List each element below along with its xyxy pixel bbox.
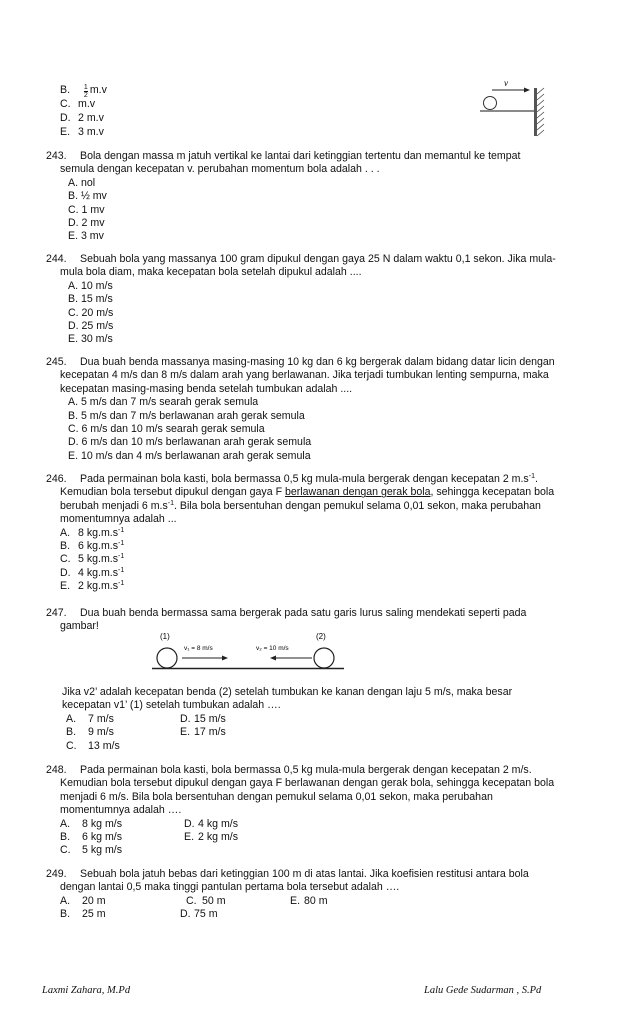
superscript: -1 — [118, 540, 125, 548]
option-letter: C. — [60, 553, 71, 566]
option-text: 2 kg m/s — [198, 831, 239, 844]
velocity-arrowhead — [524, 88, 530, 93]
question-line: momentumnya adalah ... — [60, 513, 177, 526]
option-letter: A. — [66, 712, 77, 725]
option-d — [60, 567, 605, 580]
question-line: momentumnya adalah …. — [60, 804, 182, 817]
text-segment: Kemudian bola tersebut dipukul dengan gaya F — [60, 486, 285, 499]
superscript: -1 — [118, 580, 125, 588]
question-number: 249. — [46, 868, 67, 880]
option-text: 5 kg m/s — [82, 844, 123, 857]
option-letter: D. — [180, 908, 191, 921]
body-1-label: (1) — [160, 632, 170, 641]
option-letter: D. — [184, 817, 195, 830]
option-letter: B. — [66, 726, 77, 739]
option-letter: A. — [60, 894, 71, 907]
ball — [484, 97, 497, 110]
text-segment: . Bila bola bersentuhan dengan pemukul selama 0,01 sekon, maka perubahan — [174, 499, 541, 512]
option-text: 7 m/s — [88, 712, 114, 725]
fraction-denominator: 2 — [83, 92, 88, 99]
option-e — [180, 726, 226, 739]
collision-figure — [148, 630, 348, 672]
option-a — [66, 713, 114, 726]
question-text — [46, 473, 605, 486]
question-line: semula dengan kecepatan v. perubahan momentum bola adalah . . . — [60, 163, 380, 176]
option-d — [180, 713, 226, 726]
option-letter: E. — [184, 831, 195, 844]
question-line — [60, 486, 605, 499]
superscript: -1 — [118, 526, 125, 534]
option-c: C. 6 m/s dan 10 m/s searah gerak semula — [68, 423, 265, 436]
option-text: 3 m.v — [78, 126, 104, 138]
option-e: E. 30 m/s — [68, 333, 113, 346]
question-text — [46, 356, 605, 369]
option-a — [60, 527, 605, 540]
question-line: mula bola diam, maka kecepatan bola setelah dipukul adalah .... — [60, 266, 362, 279]
option-b — [60, 908, 106, 921]
question-247-continued — [60, 686, 605, 753]
option-e — [290, 895, 328, 908]
question-number: 247. — [46, 607, 67, 619]
option-letter: C. — [60, 98, 71, 110]
punctuation: . — [534, 473, 538, 485]
option-letter: E. — [290, 894, 301, 907]
footer-left-author: Laxmi Zahara, M.Pd — [42, 985, 131, 996]
velocity-label: v — [504, 78, 508, 88]
option-letter: A. — [60, 526, 71, 539]
option-c: C. 1 mv — [68, 203, 105, 216]
option-b: B. 5 m/s dan 7 m/s berlawanan arah gerak semula — [68, 409, 305, 422]
option-b — [60, 540, 605, 553]
underlined-phrase: berlawanan dengan gerak bola — [284, 486, 431, 499]
question-line: Pada permainan bola kasti, bola bermassa 0,5 kg mula-mula bergerak dengan kecepatan 2 m/s. — [80, 764, 532, 776]
question-number: 245. — [46, 356, 67, 368]
option-text: 6 kg.m.s — [78, 540, 119, 553]
question-line: Pada permainan bola kasti, bola bermassa 0,5 kg mula-mula bergerak dengan kecepatan 2 m.s — [80, 473, 529, 485]
option-letter: E. — [60, 580, 71, 593]
option-text: 80 m — [304, 894, 328, 907]
option-c: C. 20 m/s — [68, 306, 114, 319]
ball-2 — [314, 648, 334, 668]
option-text: 20 m — [82, 894, 106, 907]
option-letter: E. — [180, 726, 191, 739]
fraction-half — [84, 84, 88, 99]
superscript: -1 — [528, 473, 535, 480]
option-letter: A. — [60, 817, 71, 830]
option-letter: C. — [186, 894, 197, 907]
option-b: B. 15 m/s — [68, 293, 113, 306]
question-line: Kemudian bola tersebut dipukul dengan gaya F berlawanan dengan gerak bola, sehingga kecepatan bola — [60, 777, 555, 790]
option-text: 25 m — [82, 908, 106, 921]
top-option-b — [60, 84, 107, 99]
option-b: B. ½ mv — [68, 190, 107, 203]
question-text — [46, 253, 605, 266]
option-letter: B. — [60, 540, 71, 553]
body-2-label: (2) — [316, 632, 326, 641]
ball-wall-figure — [478, 72, 558, 140]
option-text: 17 m/s — [194, 726, 226, 739]
option-text: 13 m/s — [88, 739, 120, 752]
question-246 — [46, 473, 605, 594]
option-text: 8 kg m/s — [82, 817, 123, 830]
superscript: -1 — [118, 566, 125, 574]
option-letter: D. — [60, 112, 71, 124]
option-e — [184, 831, 238, 844]
question-line: Dua buah benda bermassa sama bergerak pada satu garis lurus saling mendekati seperti pada — [80, 607, 527, 619]
option-letter: D. — [60, 566, 71, 579]
option-text: 15 m/s — [194, 712, 226, 725]
option-c — [60, 844, 122, 857]
fraction-numerator: 1 — [83, 84, 88, 91]
option-a — [60, 818, 122, 831]
wall-hatching — [537, 88, 544, 136]
option-letter: C. — [66, 739, 77, 752]
option-letter: B. — [60, 84, 71, 96]
option-a — [60, 895, 106, 908]
option-e: E. 3 mv — [68, 230, 104, 243]
option-a: A. 10 m/s — [68, 279, 113, 292]
wall — [534, 88, 537, 136]
top-option-d — [60, 112, 104, 124]
question-line: kecepatan 4 m/s dan 8 m/s dalam arah yang berlawanan. Jika terjadi tumbukan lenting sempurna, maka — [60, 369, 549, 382]
question-text — [46, 607, 605, 620]
ball-1 — [157, 648, 177, 668]
question-number: 244. — [46, 253, 67, 265]
option-text: 5 kg.m.s — [78, 553, 119, 566]
question-text — [46, 764, 605, 777]
option-text: 4 kg.m.s — [78, 566, 119, 579]
question-line: Dua buah benda massanya masing-masing 10 kg dan 6 kg bergerak dalam bidang datar licin dengan — [80, 356, 555, 368]
question-number: 246. — [46, 473, 67, 485]
option-b — [60, 831, 122, 844]
option-text: m.v — [89, 84, 107, 96]
option-letter: D. — [180, 712, 191, 725]
question-text — [46, 150, 605, 163]
superscript: -1 — [167, 499, 174, 507]
question-243 — [46, 150, 605, 244]
option-c — [186, 895, 226, 908]
option-e: E. 10 m/s dan 4 m/s berlawanan arah gerak semula — [68, 449, 311, 462]
question-line: kecepatan v1’ (1) setelah tumbukan adalah …. — [62, 699, 281, 712]
question-249 — [46, 868, 605, 923]
option-letter: B. — [60, 831, 71, 844]
option-c — [60, 553, 605, 566]
option-a: A. 5 m/s dan 7 m/s searah gerak semula — [68, 396, 259, 409]
question-244 — [46, 253, 605, 347]
option-text: m.v — [78, 98, 96, 110]
footer-right-author: Lalu Gede Sudarman , S.Pd — [424, 985, 542, 996]
question-line: gambar! — [60, 620, 99, 633]
question-line: dengan lantai 0,5 maka tinggi pantulan pertama bola tersebut adalah …. — [60, 881, 400, 894]
v1-label: v₁ = 8 m/s — [184, 645, 213, 652]
top-option-e — [60, 126, 104, 138]
option-d: D. 6 m/s dan 10 m/s berlawanan arah gerak semula — [68, 436, 312, 449]
question-245 — [46, 356, 605, 463]
question-line: Bola dengan massa m jatuh vertikal ke lantai dari ketinggian tertentu dan memantul ke tempat — [80, 150, 521, 162]
option-text: 4 kg m/s — [198, 817, 239, 830]
top-option-c — [60, 98, 95, 110]
option-text: 75 m — [194, 908, 218, 921]
option-c — [66, 740, 120, 753]
option-letter: E. — [60, 126, 71, 138]
question-text — [46, 868, 605, 881]
question-number: 248. — [46, 764, 67, 776]
v1-arrowhead — [222, 656, 228, 661]
option-a: A. nol — [68, 176, 96, 189]
option-text: 8 kg.m.s — [78, 526, 119, 539]
question-248 — [46, 764, 605, 858]
v2-arrowhead — [270, 656, 276, 661]
question-line: Sebuah bola yang massanya 100 gram dipukul dengan gaya 25 N dalam waktu 0,1 sekon. Jika mula- — [80, 253, 556, 265]
text-segment: berubah menjadi 6 m.s — [60, 499, 168, 512]
option-text: 2 m.v — [78, 112, 104, 124]
option-text: 6 kg m/s — [82, 831, 123, 844]
question-line: kecepatan masing-masing benda setelah tumbukan adalah .... — [60, 382, 353, 395]
v2-label: v₂ = 10 m/s — [256, 645, 289, 652]
option-letter: C. — [60, 844, 71, 857]
question-line: menjadi 6 m/s. Bila bola bersentuhan dengan pemukul selama 0,01 sekon, maka perubahan — [60, 790, 493, 803]
option-letter: B. — [60, 908, 71, 921]
option-b — [66, 726, 114, 739]
text-segment: , sehingga kecepatan bola — [430, 486, 555, 499]
option-text: 2 kg.m.s — [78, 580, 119, 593]
option-d: D. 2 mv — [68, 217, 105, 230]
option-d — [184, 818, 238, 831]
question-line: Jika v2’ adalah kecepatan benda (2) setelah tumbukan ke kanan dengan laju 5 m/s, maka besar — [62, 686, 513, 698]
option-text: 9 m/s — [88, 726, 114, 739]
superscript: -1 — [118, 553, 125, 561]
question-line: Sebuah bola jatuh bebas dari ketinggian 100 m di atas lantai. Jika koefisien restitusi antara bola — [80, 868, 529, 880]
option-e — [60, 580, 605, 593]
option-d: D. 25 m/s — [68, 320, 114, 333]
question-number: 243. — [46, 150, 67, 162]
option-d — [180, 908, 218, 921]
option-text: 50 m — [202, 894, 226, 907]
question-line — [60, 500, 605, 513]
